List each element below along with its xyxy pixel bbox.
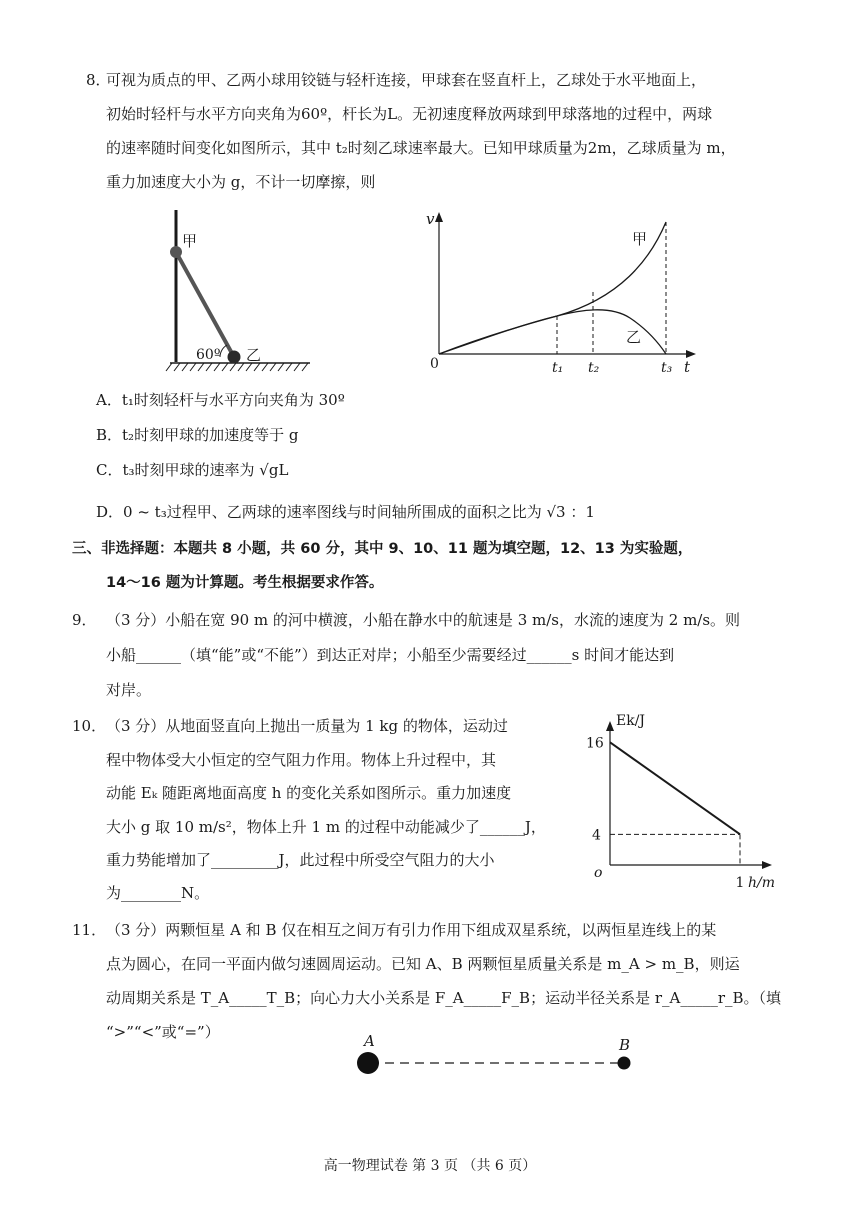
section3-header-line-1: 三、非选择题：本题共 8 小题，共 60 分，其中 9、10、11 题为填空题，12、13 为实验题， [72, 541, 693, 557]
q10-line-3: 动能 Eₖ 随距离地面高度 h 的变化关系如图所示。重力加速度 [106, 784, 512, 802]
star-a [357, 1052, 379, 1074]
origin-label: 0 [430, 356, 439, 372]
q10-line-6: 为________N。 [106, 884, 210, 902]
section3-header-line-2: 14～16 题为计算题。考生根据要求作答。 [106, 575, 384, 591]
q8-option-c: C．t₃时刻甲球的速率为 √gL [96, 461, 289, 479]
tick-t3: t₃ [661, 360, 673, 376]
ek-x-label: h/m [748, 875, 776, 890]
q10-line-1: （3 分）从地面竖直向上抛出一质量为 1 kg 的物体，运动过 [106, 717, 508, 735]
q8-line-3: 的速率随时间变化如图所示，其中 t₂时刻乙球速率最大。已知甲球质量为2m，乙球质量为 m， [106, 139, 736, 157]
ek-origin: o [594, 865, 603, 881]
q8-option-d: D．0 ~ t₃过程甲、乙两球的速率图线与时间轴所围成的面积之比为 √3 ：1 [96, 503, 595, 521]
q11-line-1: （3 分）两颗恒星 A 和 B 仅在相互之间万有引力作用下组成双星系统，以两恒星连线上的某 [106, 921, 717, 939]
q11-number: 11． [72, 921, 107, 939]
q9-line-3: 对岸。 [106, 681, 152, 699]
ball-yi [228, 351, 241, 364]
q8-vt-graph [420, 200, 710, 380]
q8-option-a: A．t₁时刻轻杆与水平方向夹角为 30º [96, 391, 345, 409]
q11-line-4: “>”“<”或“=”） [106, 1023, 220, 1041]
ek-xtick-1: 1 [735, 875, 745, 890]
q8-line-2: 初始时轻杆与水平方向夹角为60º，杆长为L。无初速度释放两球到甲球落地的过程中，两球 [106, 105, 713, 123]
star-b-label: B [619, 1036, 631, 1054]
q10-line-5: 重力势能增加了_________J，此过程中所受空气阻力的大小 [106, 851, 495, 869]
ek-data-line [610, 742, 740, 834]
ek-y-label: Ek/J [616, 713, 646, 729]
angle-label: 60º [196, 347, 221, 363]
q11-line-2: 点为圆心，在同一平面内做匀速圆周运动。已知 A、B 两颗恒星质量关系是 m_A > m_B，则运 [106, 955, 740, 973]
curve-label-jia: 甲 [632, 230, 648, 248]
tick-t1: t₁ [552, 360, 564, 376]
page-footer: 高一物理试卷 第 3 页 （共 6 页） [323, 1158, 537, 1174]
ek-ytick-4: 4 [592, 827, 601, 844]
q9-line-2: 小船______（填“能”或“不能”）到达正对岸；小船至少需要经过______s 时间才能达到 [106, 646, 675, 664]
q9-number: 9． [72, 611, 97, 629]
q9-line-1: （3 分）小船在宽 90 m 的河中横渡，小船在静水中的航速是 3 m/s，水流的速度为 2 m/s。则 [106, 611, 741, 629]
star-b [618, 1057, 631, 1070]
curve-label-yi: 乙 [626, 328, 642, 346]
ek-ytick-16: 16 [586, 735, 604, 752]
q10-line-4: 大小 g 取 10 m/s²，物体上升 1 m 的过程中动能减少了______J， [106, 818, 546, 836]
q11-line-3: 动周期关系是 T_A_____T_B；向心力大小关系是 F_A_____F_B；运动半径关系是 r_A_____r_B。（填 [106, 989, 782, 1007]
tick-t2: t₂ [588, 360, 600, 376]
q10-ek-h-chart [580, 705, 790, 890]
q10-line-2: 程中物体受大小恒定的空气阻力作用。物体上升过程中，其 [106, 751, 497, 769]
label-yi: 乙 [246, 346, 262, 364]
ball-jia [170, 246, 182, 258]
star-a-label: A [364, 1032, 375, 1050]
q8-line-1: 可视为质点的甲、乙两小球用铰链与轻杆连接，甲球套在竖直杆上，乙球处于水平地面上， [106, 71, 707, 89]
q8-rod-figure [150, 200, 320, 380]
q8-option-b: B．t₂时刻甲球的加速度等于 g [96, 426, 299, 444]
q8-line-4: 重力加速度大小为 g，不计一切摩擦，则 [106, 173, 376, 191]
x-axis-label: t [684, 358, 691, 376]
y-axis-label: v [426, 210, 435, 228]
q11-binary-star-figure [340, 1030, 660, 1085]
q10-number: 10． [72, 717, 107, 735]
q8-number: 8． [86, 71, 111, 89]
label-jia: 甲 [182, 232, 198, 250]
